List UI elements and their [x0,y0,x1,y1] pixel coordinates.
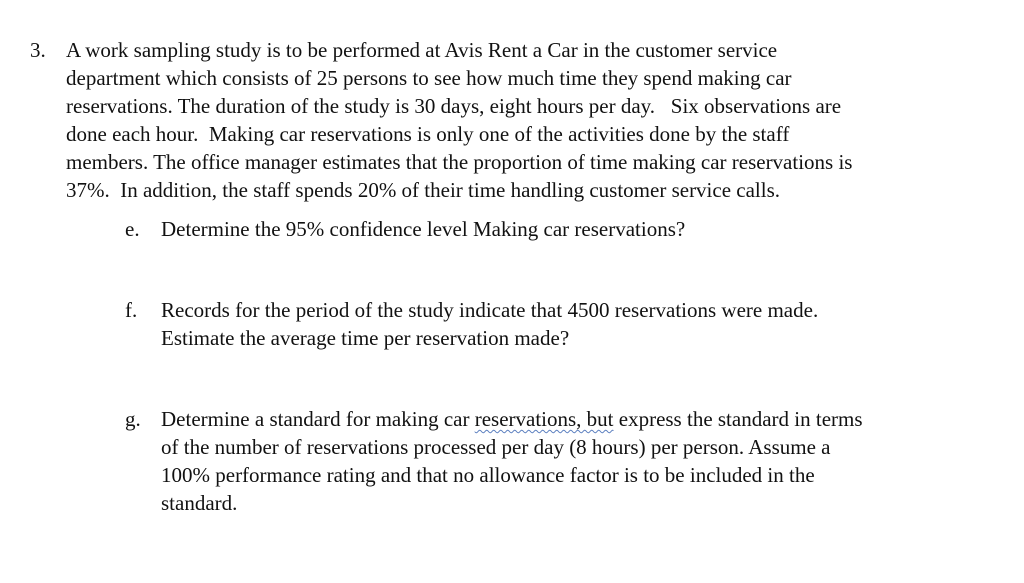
part-g-text-before: Determine a standard for making car [161,407,475,431]
part-e-line: Determine the 95% confidence level Making car reservations? [161,217,686,241]
part-e-letter: e. [125,217,140,241]
part-f-letter: f. [125,298,138,322]
part-e-text [161,215,1011,243]
problem-line: department which consists of 25 persons to see how much time they spend making car [66,66,792,90]
part-g-text-after: express the standard in terms [613,407,863,431]
part-f-line: Records for the period of the study indicate that 4500 reservations were made. [161,298,819,322]
part-g-line: 100% performance rating and that no allowance factor is to be included in the [161,463,815,487]
part-f-text [161,296,1011,352]
problem-number: 3. [30,38,46,62]
part-g-letter: g. [125,407,141,431]
problem-statement [66,36,1006,204]
part-f-line: Estimate the average time per reservation made? [161,326,570,350]
problem-line: done each hour. Making car reservations is only one of the activities done by the staff [66,122,790,146]
problem-line: 37%. In addition, the staff spends 20% of their time handling customer service calls. [66,178,781,202]
part-g-text [161,405,1011,517]
problem-line: members. The office manager estimates that the proportion of time making car reservations is [66,150,853,174]
problem-line: reservations. The duration of the study is 30 days, eight hours per day. Six observations are [66,94,842,118]
part-g-line [161,405,1011,433]
spellcheck-flagged-text[interactable]: reservations, but [474,407,614,431]
part-g-line: of the number of reservations processed per day (8 hours) per person. Assume a [161,435,831,459]
part-g-line: standard. [161,491,238,515]
problem-line: A work sampling study is to be performed at Avis Rent a Car in the customer service [66,38,778,62]
